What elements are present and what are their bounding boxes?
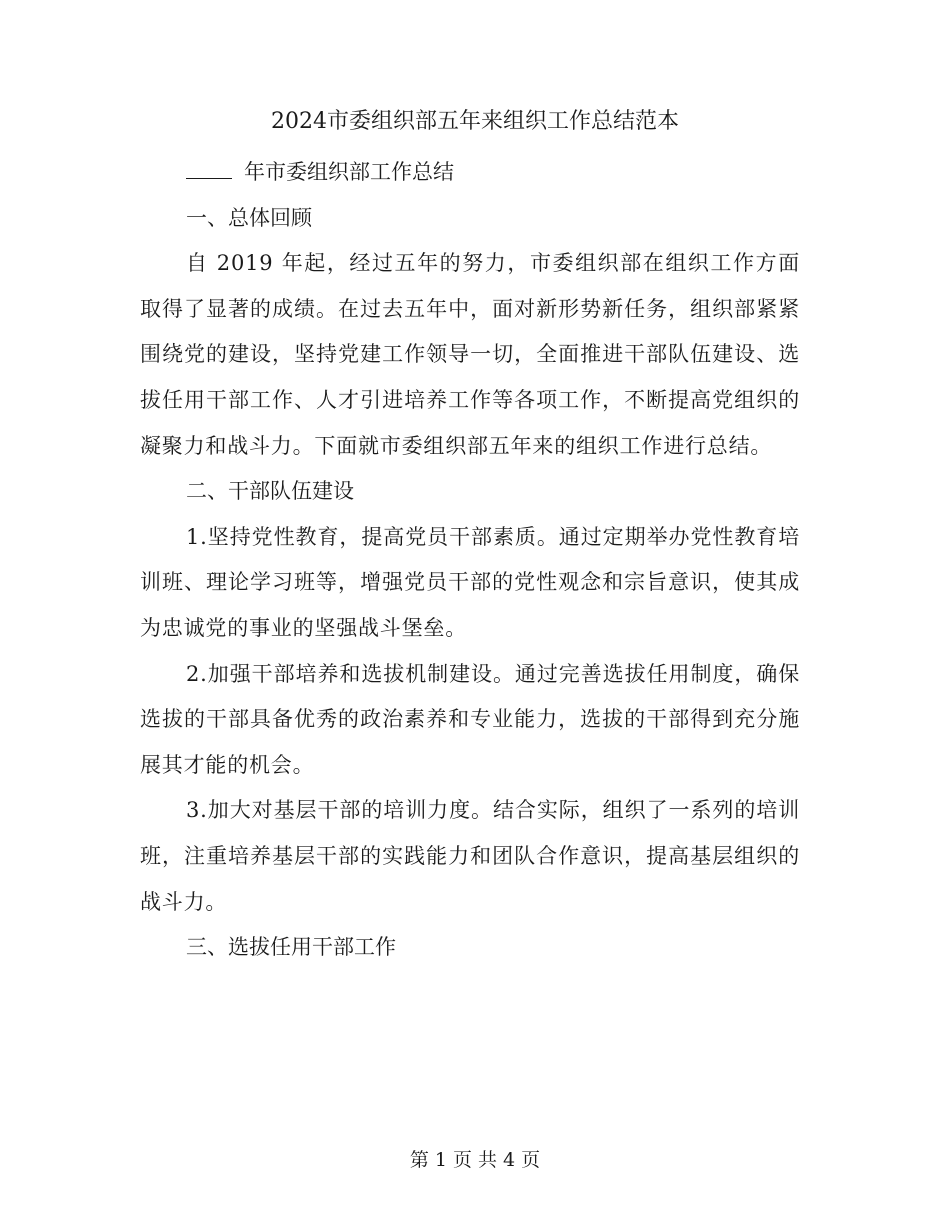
section-heading-cadre-team: 二、干部队伍建设 xyxy=(186,479,354,504)
document-title: 2024市委组织部五年来组织工作总结范本 xyxy=(271,109,679,134)
page-footer: 第 1 页 共 4 页 xyxy=(409,1149,541,1171)
document-body xyxy=(140,150,800,971)
subtitle-line xyxy=(140,150,800,196)
section-heading-selection: 三、选拔任用干部工作 xyxy=(186,935,396,960)
document-subtitle: 年市委组织部工作总结 xyxy=(244,160,454,184)
paragraph-overview: 自 2019 年起，经过五年的努力，市委组织部在组织工作方面取得了显著的成绩。在过去五年中，面对新形势新任务，组织部紧紧围绕党的建设，坚持党建工作领导一切，全面推进干部队伍建设、选拔任用干部工作、人才引进培养工作等各项工作，不断提高党组织的凝聚力和战斗力。下面就市委组织部五年来的组织工作进行总结。 xyxy=(140,251,800,458)
paragraph-item-1: 1.坚持党性教育，提高党员干部素质。通过定期举办党性教育培训班、理论学习班等，增强党员干部的党性观念和宗旨意识，使其成为忠诚党的事业的坚强战斗堡垒。 xyxy=(140,524,800,640)
section-heading-overview: 一、总体回顾 xyxy=(186,205,312,230)
year-blank xyxy=(186,154,232,179)
paragraph-item-3: 3.加大对基层干部的培训力度。结合实际，组织了一系列的培训班，注重培养基层干部的实践能力和团队合作意识，提高基层组织的战斗力。 xyxy=(140,798,800,914)
paragraph-item-2: 2.加强干部培养和选拔机制建设。通过完善选拔任用制度，确保选拔的干部具备优秀的政治素养和专业能力，选拔的干部得到充分施展其才能的机会。 xyxy=(140,661,800,777)
